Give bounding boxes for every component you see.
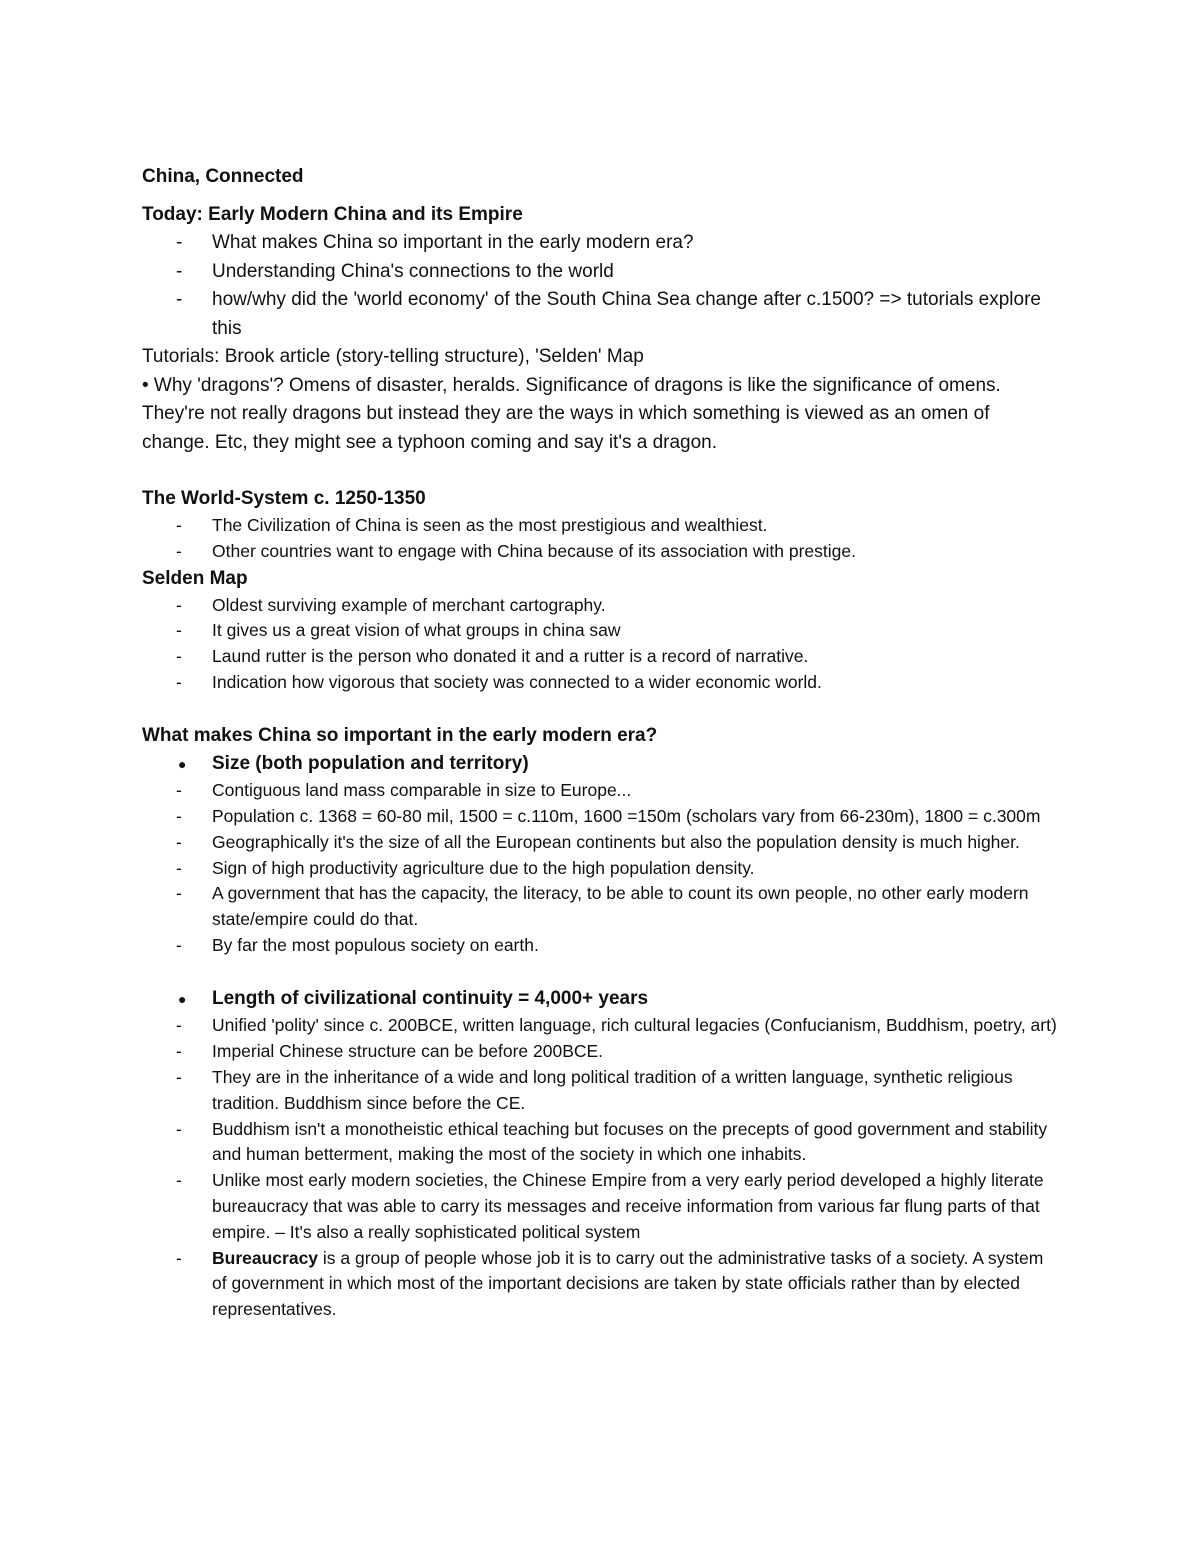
dash-marker: - (176, 540, 182, 561)
list-item: - The Civilization of China is seen as the most prestigious and wealthiest. (142, 513, 1062, 539)
list-item: - What makes China so important in the early modern era? (142, 229, 1062, 258)
dash-marker: - (176, 232, 183, 253)
list-item: - By far the most populous society on earth. (142, 933, 1062, 959)
today-heading: Today: Early Modern China and its Empire (142, 204, 523, 225)
list-item: - Contiguous land mass comparable in size to Europe... (142, 778, 1062, 804)
dash-marker: - (176, 857, 182, 878)
important-heading: What makes China so important in the early modern era? (142, 724, 658, 746)
world-system-heading: The World-System c. 1250-1350 (142, 488, 426, 509)
dash-marker: - (176, 289, 183, 310)
dash-marker: - (176, 260, 183, 282)
dash-marker: - (176, 780, 182, 801)
dash-marker: - (176, 594, 182, 615)
selden-heading: Selden Map (142, 567, 248, 589)
dash-marker: - (176, 620, 182, 641)
list-item: - They are in the inheritance of a wide and long political tradition of a written language, synthetic religious tradition. Buddhism since before the CE. (176, 1066, 1013, 1113)
size-bullet-list (142, 750, 1062, 779)
bullet-item: ● Size (both population and territory) (142, 750, 1062, 779)
dash-marker: - (176, 646, 182, 667)
dash-marker: - (176, 671, 182, 692)
dash-marker: - (176, 1066, 182, 1087)
list-item: - Unified 'polity' since c. 200BCE, written language, rich cultural legacies (Confucianism, Buddhism, poetry, art) (142, 1013, 1062, 1039)
dash-marker: - (176, 1118, 182, 1139)
document-page (142, 163, 1062, 1323)
list-item: - Other countries want to engage with China because of its association with prestige. (142, 539, 1062, 565)
dash-marker: - (176, 831, 182, 852)
bullet-icon: ● (178, 990, 187, 1007)
dash-marker: - (176, 515, 182, 535)
dragons-paragraph: • Why 'dragons'? Omens of disaster, heralds. Significance of dragons is like the significance of omens. They're not really dragons but instead they are the ways in which something is viewed as an omen of change. Etc, they might see a typhoon coming and say it's a dragon. (142, 374, 1001, 453)
tutorials-line: Tutorials: Brook article (story-telling structure), 'Selden' Map (142, 346, 644, 367)
list-item: - Understanding China's connections to the world (142, 258, 1062, 287)
dash-marker: - (176, 1247, 182, 1268)
document-title: China, Connected (142, 166, 304, 187)
list-item: - Laund rutter is the person who donated it and a rutter is a record of narrative. (142, 644, 1062, 670)
list-item: - Unlike most early modern societies, the Chinese Empire from a very early period developed a highly literate bureaucracy that was able to carry its messages and receive information from various far flung parts of that empire. – It's also a really sophisticated political system (176, 1170, 1044, 1242)
list-item: - Oldest surviving example of merchant cartography. (142, 593, 1062, 619)
length-list (142, 1013, 1062, 1323)
list-item (142, 1246, 1062, 1323)
bureaucracy-term: Bureaucracy (212, 1247, 319, 1268)
list-item: - A government that has the capacity, the literacy, to be able to count its own people, no other early modern state/empire could do that. (176, 883, 1029, 930)
list-item: - Sign of high productivity agriculture due to the high population density. (142, 856, 1062, 882)
bureaucracy-definition: is a group of people whose job it is to carry out the administrative tasks of a society. A system of government in which most of the important decisions are taken by state officials rather than by elected representatives. (212, 1247, 1044, 1320)
list-item: - Imperial Chinese structure can be before 200BCE. (142, 1039, 1062, 1065)
list-item: - It gives us a great vision of what groups in china saw (142, 618, 1062, 644)
bullet-icon: ● (178, 755, 187, 772)
length-bullet-list (142, 985, 1062, 1014)
list-item: - Population c. 1368 = 60-80 mil, 1500 = c.110m, 1600 =150m (scholars vary from 66-230m), 1800 = c.300m (142, 804, 1062, 830)
dash-marker: - (176, 1015, 182, 1036)
selden-list (142, 593, 1062, 696)
size-list (142, 778, 1062, 959)
dash-marker: - (176, 935, 182, 956)
list-item: - Indication how vigorous that society was connected to a wider economic world. (142, 670, 1062, 696)
dash-marker: - (176, 806, 182, 827)
list-item: - Buddhism isn't a monotheistic ethical teaching but focuses on the precepts of good government and stability and human betterment, making the most of the society in which one inhabits. (176, 1118, 1048, 1165)
list-item: - Geographically it's the size of all the European continents but also the population density is much higher. (142, 830, 1062, 856)
dash-marker: - (176, 883, 182, 904)
bullet-item: ● Length of civilizational continuity = 4,000+ years (142, 985, 1062, 1014)
dash-marker: - (176, 1170, 182, 1191)
today-list (142, 229, 1062, 343)
dash-marker: - (176, 1041, 182, 1062)
world-system-list (142, 513, 1062, 565)
list-item: - how/why did the 'world economy' of the South China Sea change after c.1500? => tutorials explore this (142, 286, 1062, 343)
